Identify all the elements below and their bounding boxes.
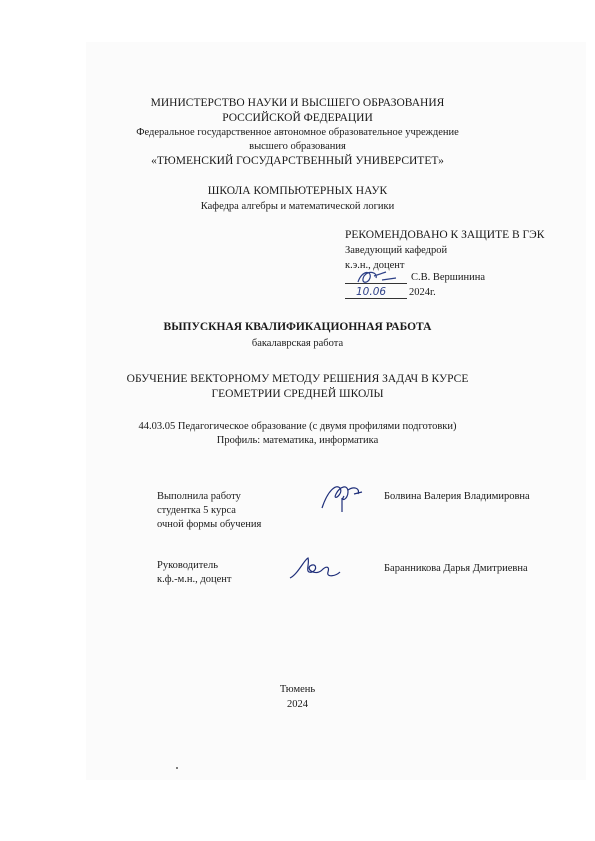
supervisor-name: Баранникова Дарья Дмитриевна	[384, 563, 528, 574]
supervisor-label-1: Руководитель	[157, 560, 218, 571]
supervisor-signature	[286, 554, 344, 584]
student-label-2: студентка 5 курса	[157, 505, 236, 516]
approval-name: С.В. Вершинина	[411, 272, 486, 283]
approval-title: РЕКОМЕНДОВАНО К ЗАЩИТЕ В ГЭК	[345, 229, 545, 241]
approval-date-line	[345, 298, 407, 299]
institution-line-2: высшего образования	[249, 141, 346, 152]
approval-signature	[352, 266, 402, 288]
program-profile: Профиль: математика, информатика	[216, 435, 379, 446]
footer-city: Тюмень	[279, 684, 316, 695]
institution-line-1: Федеральное государственное автономное образовательное учреждение	[136, 127, 459, 138]
scanned-sheet	[86, 42, 586, 780]
student-signature	[318, 480, 366, 516]
student-name: Болвина Валерия Владимировна	[384, 491, 530, 502]
approval-role: Заведующий кафедрой	[345, 245, 448, 256]
footer-year: 2024	[287, 699, 308, 710]
university-name: «ТЮМЕНСКИЙ ГОСУДАРСТВЕННЫЙ УНИВЕРСИТЕТ»	[151, 155, 444, 167]
department-name: Кафедра алгебры и математической логики	[200, 201, 395, 212]
work-title-line-1: ОБУЧЕНИЕ ВЕКТОРНОМУ МЕТОДУ РЕШЕНИЯ ЗАДАЧ В КУРСЕ	[126, 373, 469, 385]
work-subtype: бакалаврская работа	[251, 338, 344, 349]
approval-year: 2024г.	[409, 287, 436, 298]
ministry-line-2: РОССИЙСКОЙ ФЕДЕРАЦИИ	[222, 112, 373, 124]
work-title-line-2: ГЕОМЕТРИИ СРЕДНЕЙ ШКОЛЫ	[211, 388, 384, 400]
scan-speck	[176, 767, 178, 769]
approval-degree: к.э.н., доцент	[345, 260, 405, 271]
approval-date-handwritten: 10.06	[356, 286, 387, 298]
student-label-3: очной формы обучения	[157, 519, 262, 530]
work-type: ВЫПУСКНАЯ КВАЛИФИКАЦИОННАЯ РАБОТА	[163, 321, 432, 333]
program-code: 44.03.05 Педагогическое образование (с двумя профилями подготовки)	[138, 421, 457, 432]
school-name: ШКОЛА КОМПЬЮТЕРНЫХ НАУК	[207, 185, 388, 197]
ministry-line-1: МИНИСТЕРСТВО НАУКИ И ВЫСШЕГО ОБРАЗОВАНИЯ	[150, 97, 445, 109]
supervisor-label-2: к.ф.-м.н., доцент	[157, 574, 232, 585]
student-label-1: Выполнила работу	[157, 491, 241, 502]
